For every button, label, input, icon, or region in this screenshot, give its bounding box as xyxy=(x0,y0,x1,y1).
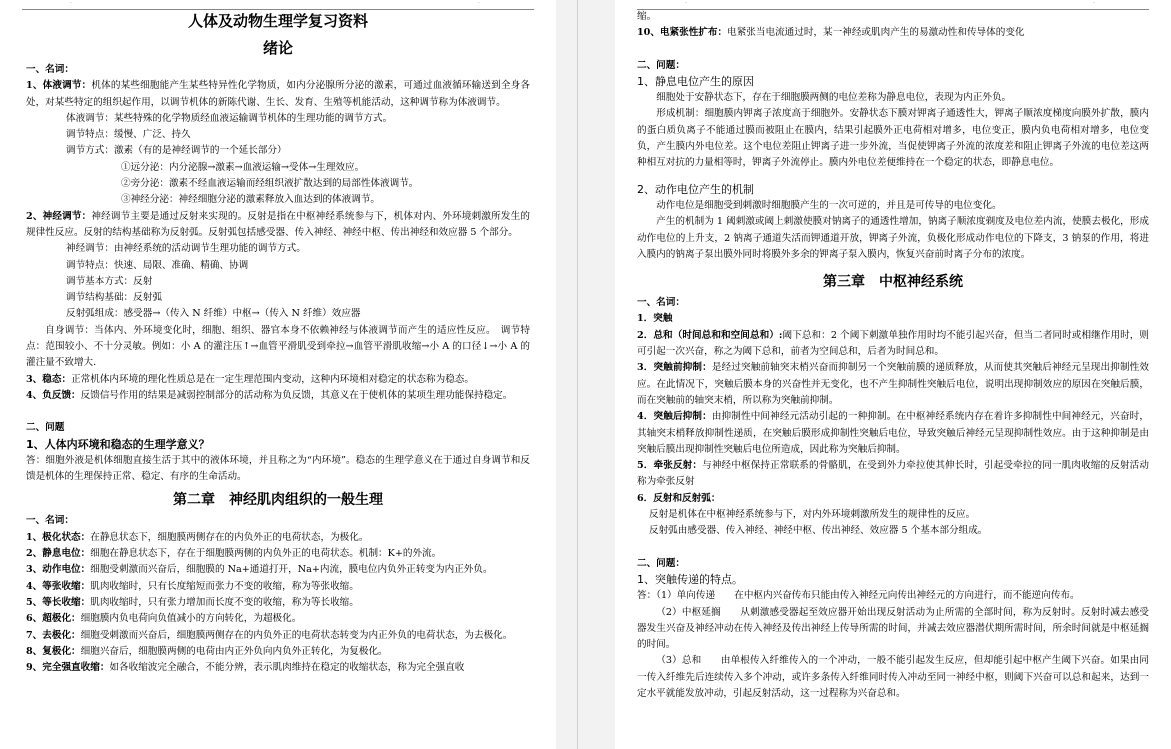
paragraph xyxy=(26,372,530,388)
list-item: 体液调节：某些特殊的化学物质经血液运输调节机体的生理功能的调节方式。 xyxy=(66,112,393,124)
list-item: 调节特点：快速、局限、准确、精确、协调 xyxy=(66,259,249,271)
question-heading: 1、静息电位产生的原因 xyxy=(637,74,754,88)
section-heading: 一、名词： xyxy=(637,297,685,309)
chapter-title: 第二章 神经肌肉组织的一般生理 xyxy=(173,492,383,509)
term-label: 1、体液调节： xyxy=(26,80,92,92)
answer-paragraph: 答：细胞外液是机体细胞直接生活于其中的液体环境，并且称之为“内环境”。稳态的生理学意义在于通过自身调节和反馈是机体的生理保持正常、稳定、有序的生命活动。 xyxy=(26,454,530,483)
chapter-title: 第三章 中枢神经系统 xyxy=(823,274,963,291)
paragraph xyxy=(26,78,530,111)
left-page: · · 人体及动物生理学复习资料 绪论 一、名词： 1、体液调节：机体的某些细胞能产生某些特异性化学物质，如内分泌腺所分泌的激素，可通过血液循环输送到全身各处，对某些特定的组织起作用，以调节机体的新陈代谢、生长、发育、生殖等机能活动，这种调节称为体液调节。 体液调节：某些特殊的化学物质经血液运输调节机体的生理功能的调节方式。 调节特点：缓慢、广泛、持久 调节方式：激素（有的是神经调节的一个延长部分） ①远分泌：内分泌腺→激素→血液运输→受体→生理效应。 ②旁分泌：激素不经血液运输而经组织液扩散达到的局部性体液调节。 ③神经分泌：神经细胞分泌的激素释放入血达到的体液调节。 2、神经调节：神经调节主要是通过反射来实现的。反射是指在中枢神经系统参与下，机体对内、外环境刺激所发生的规律性反应。反射的结构基础称为反射弧。反射弧包括感受器、传入神经、神经中枢、传出神经和效应器 5 个部分。 神经调节：由神经系统的活动调节生理功能的调节方式。 调节特点：快速、局限、准确、精确、协调 调节基本方式：反射 调节结构基础：反射弧 反射弧组成：感受器→（传入 N 纤维）中枢→（传入 N 纤维）效应器 自身调节：当体内、外环境变化时，细胞、组织、器官本身不依赖神经与体液调节而产生的适应性反应。 调节特点：范围较小、不十分灵敏。例如：小 A 的灌注压↑→血管平滑肌受到牵拉→血管平滑肌收缩→小 A 的口径↓→小 A 的灌注量不致增大. 3、稳态：正常机体内环境的理化性质总是在一定生理范围内变动，这种内环境相对稳定的状态称为稳态。 4、负反馈：反馈信号作用的结果是减弱控制部分的活动称为负反馈，其意义在于使机体的某项生理功能保持稳定。 二、问题 1、人体内环境和稳态的生理学意义？ 答：细胞外液是机体细胞直接生活于其中的液体环境，并且称之为“内环境”。稳态的生理学意义在于通过自身调节和反馈是机体的生理保持正常、稳定、有序的生命活动。 第二章 神经肌肉组织的一般生理 一、名词： 1、极化状态：在静息状态下，细胞膜两侧存在的内负外正的电荷状态，为极化。 2、静息电位：细胞在静息状态下，存在于细胞膜两侧的内负外正的电荷状态。机制：K+的外流。 3、动作电位：细胞受刺激而兴奋后，细胞膜的 Na+通道打开，Na+内流，膜电位内负外正转变为内正外负。 4、等张收缩：肌肉收缩时，只有长度缩短而张力不变的收缩，称为等张收缩。 5、等长收缩：肌肉收缩时，只有张力增加而长度不变的收缩，称为等长收缩。 6、超极化：细胞膜内负电荷向负值减小的方向转化，为超极化。 7、去极化：细胞受刺激而兴奋后，细胞膜两侧存在的内负外正的电荷状态转变为内正外负的电荷状态，为去极化。 8、复极化：细胞兴奋后，细胞膜两侧的电荷由内正外负向内负外正转化，为复极化。 9、完全强直收缩：如各收缩波完全融合，不能分辨，表示肌肉维持在稳定的收缩状态，称为完全强直收 xyxy=(0,0,556,749)
section-heading: 二、问题 xyxy=(26,422,65,434)
list-item: 调节基本方式：反射 xyxy=(66,275,153,287)
term-text: 神经调节主要是通过反射来实现的。反射是指在中枢神经系统参与下，机体对内、外环境刺激所发生的规律性反应。反射的结构基础称为反射弧。反射弧包括感受器、传入神经、神经中枢、传出神经和效应器 5 个部分。 xyxy=(26,210,530,238)
definition-item: 6、超极化：细胞膜内负电荷向负值减小的方向转化，为超极化。 xyxy=(26,613,302,625)
section-heading: 一、名词： xyxy=(26,64,74,75)
definition-item: 3．突触前抑制：是经过突触前轴突末梢兴奋而抑制另一个突触前膜的递质释放，从而使其突触后神经元呈现出抑制性效应。在此情况下，突触后膜本身的兴奋性并无变化，也不产生抑制性突触后电位，说明出现抑制效应的原因在突触后膜，而在突触前的轴突末梢，所以称为突触前抑制。 xyxy=(637,362,1149,406)
list-item: ③神经分泌：神经细胞分泌的激素释放入血达到的体液调节。 xyxy=(121,194,381,206)
paragraph xyxy=(26,209,530,242)
list-item: 神经调节：由神经系统的活动调节生理功能的调节方式。 xyxy=(66,243,306,255)
definition-item: 7、去极化：细胞受刺激而兴奋后，细胞膜两侧存在的内负外正的电荷状态转变为内正外负的电荷状态，为去极化。 xyxy=(26,629,513,641)
definition-item: 3、动作电位：细胞受刺激而兴奋后，细胞膜的 Na+通道打开，Na+内流，膜电位内负外正转变为内正外负。 xyxy=(26,564,493,576)
list-item: 调节特点：缓慢、广泛、持久 xyxy=(66,129,191,141)
page-gutter xyxy=(556,0,615,749)
list-item: 调节结构基础：反射弧 xyxy=(66,292,162,304)
paragraph: 细胞处于安静状态下，存在于细胞膜两侧的电位差称为静息电位，表现为内正外负。 xyxy=(656,92,1012,104)
list-item: 反射弧组成：感受器→（传入 N 纤维）中枢→（传入 N 纤维）效应器 xyxy=(66,308,361,320)
definition-item: 9、完全强直收缩：如各收缩波完全融合，不能分辨，表示肌肉维持在稳定的收缩状态，称为完全强直收 xyxy=(26,662,465,674)
section-heading: 一、名词： xyxy=(26,515,74,527)
term-text: 反馈信号作用的结果是减弱控制部分的活动称为负反馈，其意义在于使机体的某项生理功能保持稳定。 xyxy=(80,389,513,401)
answer-paragraph: 答：（1）单向传递 在中枢内兴奋传布只能由传入神经元向传出神经元的方向进行，而不能逆向传布。 xyxy=(637,590,1080,602)
right-page: · · 缩。 10、电紧张性扩布：电紧张当电流通过时，某一神经或肌肉产生的易激动性和传导体的变化 二、问题： 1、静息电位产生的原因 细胞处于安静状态下，存在于细胞膜两侧的电位差称为静息电位，表现为内正外负。 形成机制：细胞膜内钾离子浓度高于细胞外。安静状态下膜对钾离子通透性大，钾离子顺浓度梯度向膜外扩散，膜内的蛋白质负离子不能通过膜而被阻止在膜内，结果引起膜外正电荷相对增多，电位变正，膜内负电荷相对增多，电位变负，产生膜内外电位差。这个电位差阻止钾离子进一步外流，当促使钾离子外流的浓度差和阻止钾离子外流的电位差这两种相互对抗的力量相等时，钾离子外流停止。膜内外电位差便维持在一个稳定的状态，即静息电位。 2、动作电位产生的机制 动作电位是细胞受到刺激时细胞膜产生的一次可逆的，并且是可传导的电位变化。 产生的机制为 1 阈刺激或阈上刺激使膜对钠离子的通透性增加，钠离子顺浓度剃度及电位差内流，使膜去极化，形成动作电位的上升支，2 钠离子通道失活而钾通道开放，钾离子外流，负极化形成动作电位的下降支，3 钠泵的作用，将进入膜内的钠离子泵出膜外同时将膜外多余的钾离子泵入膜内，恢复兴奋前时离子分布的浓度。 第三章 中枢神经系统 一、名词： 1．突触 2．总和（时间总和和空间总和）:阈下总和：2 个阈下刺激单独作用时均不能引起兴奋，但当二者同时或相继作用时，则可引起一次兴奋，称之为阈下总和，前者为空间总和，后者为时间总和。 3．突触前抑制：是经过突触前轴突末梢兴奋而抑制另一个突触前膜的递质释放，从而使其突触后神经元呈现出抑制性效应。在此情况下，突触后膜本身的兴奋性并无变化，也不产生抑制性突触后电位，说明出现抑制效应的原因在突触后膜，而在突触前的轴突末梢，所以称为突触前抑制。 4．突触后抑制：由抑制性中间神经元活动引起的一种抑制。在中枢神经系统内存在着许多抑制性中间神经元，兴奋时，其轴突末梢释放抑制性递质，在突触后膜形成抑制性突触后电位，导致突触后神经元呈现抑制性效应。由于这种抑制是由突触后膜出现抑制性突触后电位所造成，因此称为突触后抑制。 5．牵张反射：与神经中枢保持正常联系的骨骼肌，在受到外力牵拉使其伸长时，引起受牵拉的同一肌肉收缩的反射活动称为牵张反射 6．反射和反射弧： 反射是机体在中枢神经系统参与下，对内外环境刺激所发生的规律性的反应。 反射弧由感受器、传入神经、神经中枢、传出神经、效应器 5 个基本部分组成。 二、问题： 1、突触传递的特点。 答：（1）单向传递 在中枢内兴奋传布只能由传入神经元向传出神经元的方向进行，而不能逆向传布。 （2）中枢延搁 从刺激感受器起至效应器开始出现反射活动为止所需的全部时间，称为反射时。反射时减去感受器发生兴奋及神经冲动在传入神经及传出神经上传导所需的时间，并减去效应器潜伏期所需时间，所余时间就是中枢延搁的时间。 （3）总和 由单根传入纤维传入的一个冲动，一般不能引起发生反应，但却能引起中枢产生阈下兴奋。如果由同一传入纤维先后连续传入多个冲动，或许多条传入纤维同时传入冲动至同一神经中枢，则阈下兴奋可以总和起来，达到一定水平就能发放冲动，引起反射活动，这一过程称为兴奋总和。 xyxy=(615,0,1171,749)
answer-paragraph: （2）中枢延搁 从刺激感受器起至效应器开始出现反射活动为止所需的全部时间，称为反射时。反射时减去感受器发生兴奋及神经冲动在传入神经及传出神经上传导所需的时间，并减去效应器潜伏期所需时间，所余时间就是中枢延搁的时间。 xyxy=(637,606,1149,651)
paragraph xyxy=(26,388,530,404)
definition-item: 8、复极化：细胞兴奋后，细胞膜两侧的电荷由内正外负向内负外正转化，为复极化。 xyxy=(26,645,388,657)
term-label: 2、神经调节： xyxy=(26,210,92,222)
question-heading: 1、人体内环境和稳态的生理学意义？ xyxy=(26,437,210,451)
document-title: 人体及动物生理学复习资料 xyxy=(187,12,368,30)
question-heading: 2、动作电位产生的机制 xyxy=(637,182,754,196)
definition-item: 1、极化状态：在静息状态下，细胞膜两侧存在的内负外正的电荷状态，为极化。 xyxy=(26,531,369,543)
paragraph: 动作电位是细胞受到刺激时细胞膜产生的一次可逆的，并且是可传导的电位变化。 xyxy=(656,199,1002,211)
definition-item: 5．牵张反射：与神经中枢保持正常联系的骨骼肌，在受到外力牵拉使其伸长时，引起受牵拉的同一肌肉收缩的反射活动称为牵张反射 xyxy=(637,460,1149,488)
intro-title: 绪论 xyxy=(262,39,293,57)
definition-item: 2、静息电位：细胞在静息状态下，存在于细胞膜两侧的内负外正的电荷状态。机制：K+的外流。 xyxy=(26,548,442,560)
paragraph: 反射是机体在中枢神经系统参与下，对内外环境刺激所发生的规律性的反应。 xyxy=(649,509,976,521)
term-text: 正常机体内环境的理化性质总是在一定生理范围内变动，这种内环境相对稳定的状态称为稳态。 xyxy=(71,373,474,385)
term-label: 3、稳态： xyxy=(26,373,72,385)
definition-item: 2．总和（时间总和和空间总和）:阈下总和：2 个阈下刺激单独作用时均不能引起兴奋，但当二者同时或相继作用时，则可引起一次兴奋，称之为阈下总和，前者为空间总和，后者为时间总和。 xyxy=(637,329,1150,358)
section-heading: 二、问题： xyxy=(637,59,685,71)
definition-item: 6．反射和反射弧： xyxy=(637,492,721,504)
paragraph: 形成机制：细胞膜内钾离子浓度高于细胞外。安静状态下膜对钾离子通透性大，钾离子顺浓度梯度向膜外扩散，膜内的蛋白质负离子不能通过膜而被阻止在膜内，结果引起膜外正电荷相对增多，电位变正，膜内负电荷相对增多，电位变负，产生膜内外电位差。这个电位差阻止钾离子进一步外流，当促使钾离子外流的浓度差和阻止钾离子外流的电位差这两种相互对抗的力量相等时，钾离子外流停止。膜内外电位差便维持在一个稳定的状态，即静息电位。 xyxy=(637,108,1149,169)
term-text: 机体的某些细胞能产生某些特异性化学物质，如内分泌腺所分泌的激素，可通过血液循环输送到全身各处，对某些特定的组织起作用，以调节机体的新陈代谢、生长、发育、生殖等机能活动，这种调节称为体液调节。 xyxy=(26,80,530,108)
section-heading: 二、问题： xyxy=(637,557,685,569)
definition-item: 1．突触 xyxy=(637,313,673,325)
definition-item: 4、等张收缩：肌肉收缩时，只有长度缩短而张力不变的收缩，称为等张收缩。 xyxy=(26,580,359,592)
definition-item: 10、电紧张性扩布：电紧张当电流通过时，某一神经或肌肉产生的易激动性和传导体的变化 xyxy=(637,27,1025,39)
definition-item: 4．突触后抑制：由抑制性中间神经元活动引起的一种抑制。在中枢神经系统内存在着许多抑制性中间神经元，兴奋时，其轴突末梢释放抑制性递质，在突触后膜形成抑制性突触后电位，导致突触后神经元呈现抑制性效应。由于这种抑制是由突触后膜出现抑制性突触后电位所造成，因此称为突触后抑制。 xyxy=(637,411,1149,455)
definition-item: 5、等长收缩：肌肉收缩时，只有张力增加而长度不变的收缩，称为等长收缩。 xyxy=(26,596,359,608)
question-heading: 1、突触传递的特点。 xyxy=(637,572,743,586)
list-item: ①远分泌：内分泌腺→激素→血液运输→受体→生理效应。 xyxy=(121,161,365,173)
answer-paragraph: （3）总和 由单根传入纤维传入的一个冲动，一般不能引起发生反应，但却能引起中枢产生阈下兴奋。如果由同一传入纤维先后连续传入多个冲动，或许多条传入纤维同时传入冲动至同一神经中枢，则阈下兴奋可以总和起来，达到一定水平就能发放冲动，引起反射活动，这一过程称为兴奋总和。 xyxy=(637,655,1149,699)
left-page-content xyxy=(26,8,530,676)
paragraph: 反射弧由感受器、传入神经、神经中枢、传出神经、效应器 5 个基本部分组成。 xyxy=(649,525,988,537)
list-item: ②旁分泌：激素不经血液运输而经组织液扩散达到的局部性体液调节。 xyxy=(121,178,419,190)
list-item: 调节方式：激素（有的是神经调节的一个延长部分） xyxy=(66,145,287,157)
term-label: 4、负反馈： xyxy=(26,389,81,401)
paragraph: 产生的机制为 1 阈刺激或阈上刺激使膜对钠离子的通透性增加，钠离子顺浓度剃度及电位差内流，使膜去极化，形成动作电位的上升支，2 钠离子通道失活而钾通道开放，钾离子外流，负极化形成动作电位的下降支，3 钠泵的作用，将进入膜内的钠离子泵出膜外同时将膜外多余的钾离子泵入膜内，恢复兴奋前时离子分布的浓度。 xyxy=(637,216,1149,260)
continued-text: 缩。 xyxy=(637,11,657,22)
gutter-divider xyxy=(577,0,578,749)
paragraph: 自身调节：当体内、外环境变化时，细胞、组织、器官本身不依赖神经与体液调节而产生的适应性反应。 调节特点：范围较小、不十分灵敏。例如：小 A 的灌注压↑→血管平滑肌受到牵拉→血管平滑肌收缩→小 A 的口径↓→小 A 的灌注量不致增大. xyxy=(26,324,530,369)
right-page-content xyxy=(637,9,1149,702)
